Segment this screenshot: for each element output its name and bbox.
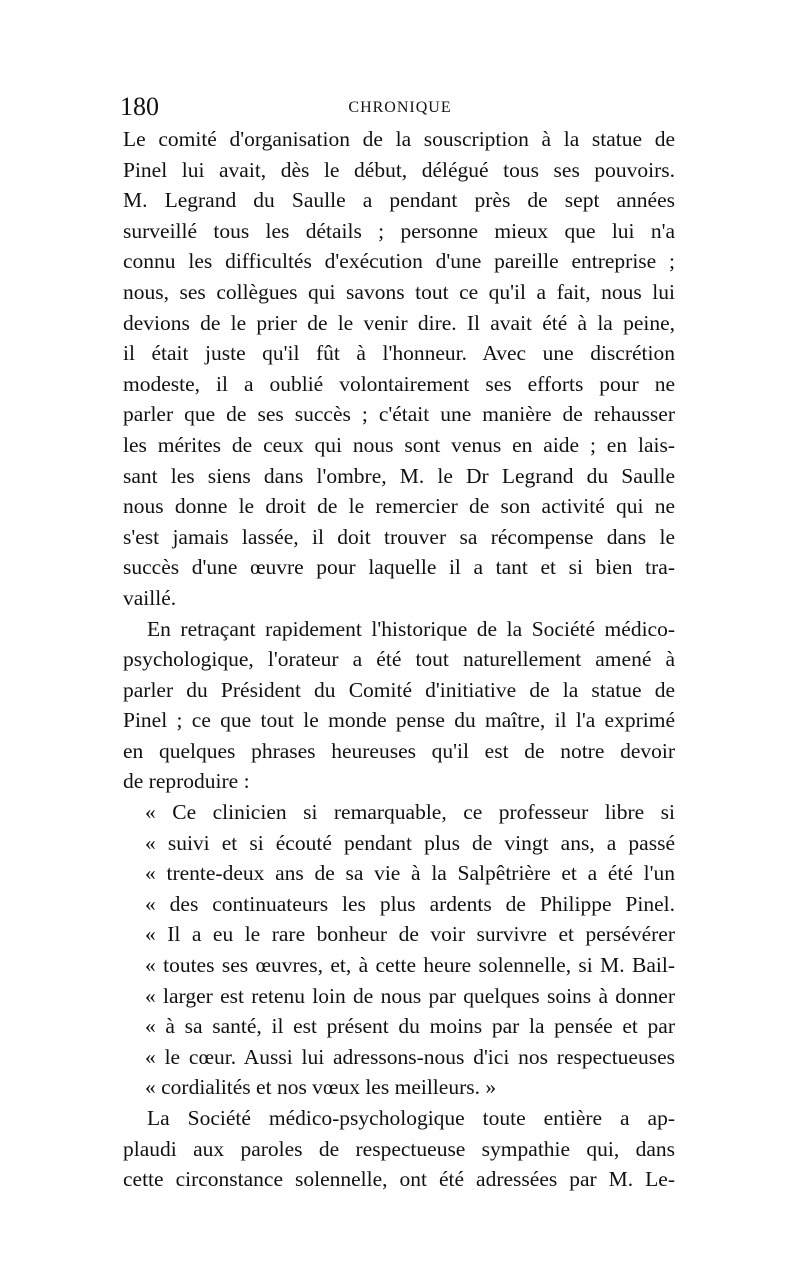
quote-line: « toutes ses œuvres, et, à cette heure solennelle, si M. Bail- <box>145 953 675 978</box>
text-line: nous, ses collègues qui savons tout ce qu'il a fait, nous lui <box>123 279 675 304</box>
text-line: M. Legrand du Saulle a pendant près de sept années <box>123 188 675 213</box>
running-head: CHRONIQUE <box>348 99 452 116</box>
text-line: il était juste qu'il fût à l'honneur. Avec une discrétion <box>123 341 675 366</box>
text-line: s'est jamais lassée, il doit trouver sa récompense dans le <box>123 524 675 549</box>
text-line: en quelques phrases heureuses qu'il est de notre devoir <box>123 738 675 763</box>
text-line: En retraçant rapidement l'historique de la Société médico- <box>147 616 675 641</box>
text-line: surveillé tous les détails ; personne mieux que lui n'a <box>123 218 675 243</box>
text-line: de reproduire : <box>123 769 250 794</box>
text-line: Le comité d'organisation de la souscription à la statue de <box>123 127 675 151</box>
quote-line: « larger est retenu loin de nous par quelques soins à donner <box>145 983 675 1008</box>
quote-line: « le cœur. Aussi lui adressons-nous d'ici nos respectueuses <box>145 1044 675 1069</box>
text-line: succès d'une œuvre pour laquelle il a tant et si bien tra- <box>123 555 675 580</box>
text-line: modeste, il a oublié volontairement ses efforts pour ne <box>123 371 675 396</box>
quote-line: « Il a eu le rare bonheur de voir survivre et persévérer <box>145 922 675 947</box>
text-line: sant les siens dans l'ombre, M. le Dr Legrand du Saulle <box>123 463 675 488</box>
text-line: connu les difficultés d'exécution d'une pareille entreprise ; <box>123 249 675 274</box>
text-line: vaillé. <box>123 585 177 610</box>
page-header <box>120 92 680 122</box>
text-line: parler que de ses succès ; c'était une manière de rehausser <box>123 402 675 427</box>
quote-line: « à sa santé, il est présent du moins par la pensée et par <box>145 1014 675 1039</box>
quote-line: « Ce clinicien si remarquable, ce professeur libre si <box>145 800 675 825</box>
page-number: 180 <box>120 92 159 121</box>
text-line: nous donne le droit de le remercier de son activité qui ne <box>123 494 675 519</box>
quote-line: « suivi et si écouté pendant plus de vingt ans, a passé <box>145 830 675 855</box>
quote-line: « des continuateurs les plus ardents de Philippe Pinel. <box>145 891 675 916</box>
body-text <box>123 124 675 1195</box>
text-line: plaudi aux paroles de respectueuse sympathie qui, dans <box>123 1136 675 1161</box>
quote-line: « trente-deux ans de sa vie à la Salpêtrière et a été l'un <box>145 861 675 886</box>
text-line: cette circonstance solennelle, ont été adressées par M. Le- <box>123 1167 675 1192</box>
quote-line: « cordialités et nos vœux les meilleurs. » <box>145 1075 497 1100</box>
text-line: Pinel ; ce que tout le monde pense du maître, il l'a exprimé <box>123 708 675 733</box>
text-line: devions de le prier de le venir dire. Il avait été à la peine, <box>123 310 675 335</box>
text-line: Pinel lui avait, dès le début, délégué tous ses pouvoirs. <box>123 157 675 182</box>
text-line: les mérites de ceux qui nous sont venus en aide ; en lais- <box>123 432 675 457</box>
text-line: La Société médico-psychologique toute entière a ap- <box>147 1106 675 1130</box>
text-line: parler du Président du Comité d'initiative de la statue de <box>123 677 675 702</box>
text-line: psychologique, l'orateur a été tout naturellement amené à <box>123 647 675 672</box>
